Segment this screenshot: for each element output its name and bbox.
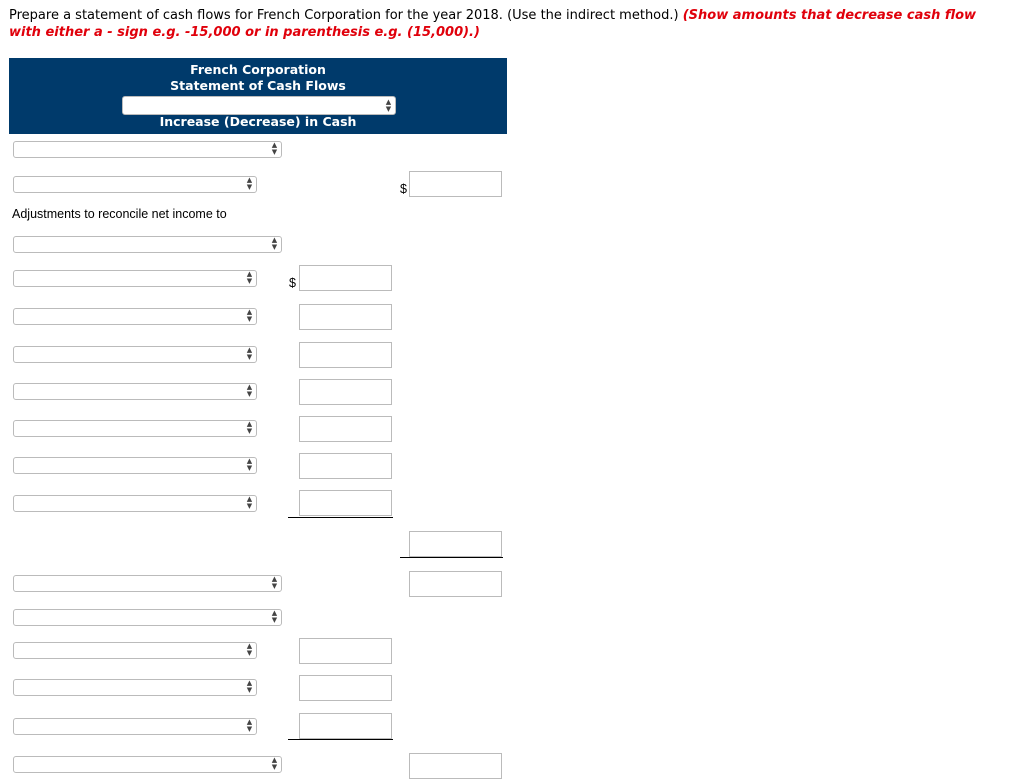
line-item-select[interactable] <box>13 575 282 592</box>
line-item-select[interactable] <box>13 495 257 512</box>
period-select[interactable] <box>122 96 396 115</box>
select-arrow-icon: ▲ ▼ <box>246 679 253 694</box>
amount-input[interactable] <box>299 713 392 739</box>
select-arrow-icon: ▲ ▼ <box>246 383 253 398</box>
select-arrow-icon: ▲ ▼ <box>385 98 392 113</box>
line-item-select[interactable] <box>13 679 257 696</box>
select-arrow-icon: ▲ ▼ <box>246 495 253 510</box>
total-underline <box>400 557 503 558</box>
amount-input[interactable] <box>299 490 392 516</box>
select-arrow-icon: ▲ ▼ <box>271 236 278 251</box>
statement-title: Statement of Cash Flows <box>170 78 346 93</box>
company-name: French Corporation <box>190 62 326 77</box>
amount-input[interactable] <box>299 675 392 701</box>
line-item-select[interactable] <box>13 642 257 659</box>
select-arrow-icon: ▲ ▼ <box>271 575 278 590</box>
line-item-select[interactable] <box>13 609 282 626</box>
line-item-select[interactable] <box>13 176 257 193</box>
line-item-select[interactable] <box>13 308 257 325</box>
select-arrow-icon: ▲ ▼ <box>246 642 253 657</box>
select-arrow-icon: ▲ ▼ <box>246 176 253 191</box>
select-arrow-icon: ▲ ▼ <box>271 609 278 624</box>
currency-symbol: $ <box>400 182 407 196</box>
line-item-select[interactable] <box>13 141 282 158</box>
select-arrow-icon: ▲ ▼ <box>246 346 253 361</box>
select-arrow-icon: ▲ ▼ <box>246 718 253 733</box>
amount-input[interactable] <box>299 379 392 405</box>
amount-input[interactable] <box>409 171 502 197</box>
select-arrow-icon: ▲ ▼ <box>246 270 253 285</box>
subtotal-underline <box>288 739 393 740</box>
instructions-text: Prepare a statement of cash flows for French Corporation for the year 2018. (Use the indirect method.) <box>9 8 683 23</box>
select-arrow-icon: ▲ ▼ <box>246 308 253 323</box>
amount-input[interactable] <box>299 342 392 368</box>
adjustments-label: Adjustments to reconcile net income to <box>12 207 227 221</box>
line-item-select[interactable] <box>13 420 257 437</box>
line-item-select[interactable] <box>13 346 257 363</box>
line-item-select[interactable] <box>13 756 282 773</box>
amount-input[interactable] <box>299 265 392 291</box>
amount-input[interactable] <box>299 304 392 330</box>
amount-input[interactable] <box>409 753 502 779</box>
amount-input[interactable] <box>299 453 392 479</box>
instructions-emphasis: (Show amounts that decrease cash flow with either a - sign e.g. -15,000 or in parenthesis e.g. (15,000).) <box>9 8 977 40</box>
subtotal-underline <box>288 517 393 518</box>
line-item-select[interactable] <box>13 718 257 735</box>
amount-input[interactable] <box>409 571 502 597</box>
line-item-select[interactable] <box>13 270 257 287</box>
line-item-select[interactable] <box>13 383 257 400</box>
amount-input[interactable] <box>299 638 392 664</box>
instructions <box>9 7 1009 41</box>
currency-symbol: $ <box>289 276 296 290</box>
select-arrow-icon: ▲ ▼ <box>246 420 253 435</box>
select-arrow-icon: ▲ ▼ <box>271 141 278 156</box>
line-item-select[interactable] <box>13 457 257 474</box>
amount-input[interactable] <box>409 531 502 557</box>
statement-subtitle: Increase (Decrease) in Cash <box>159 114 357 129</box>
select-arrow-icon: ▲ ▼ <box>271 756 278 771</box>
line-item-select[interactable] <box>13 236 282 253</box>
statement-header <box>9 58 507 134</box>
amount-input[interactable] <box>299 416 392 442</box>
select-arrow-icon: ▲ ▼ <box>246 457 253 472</box>
